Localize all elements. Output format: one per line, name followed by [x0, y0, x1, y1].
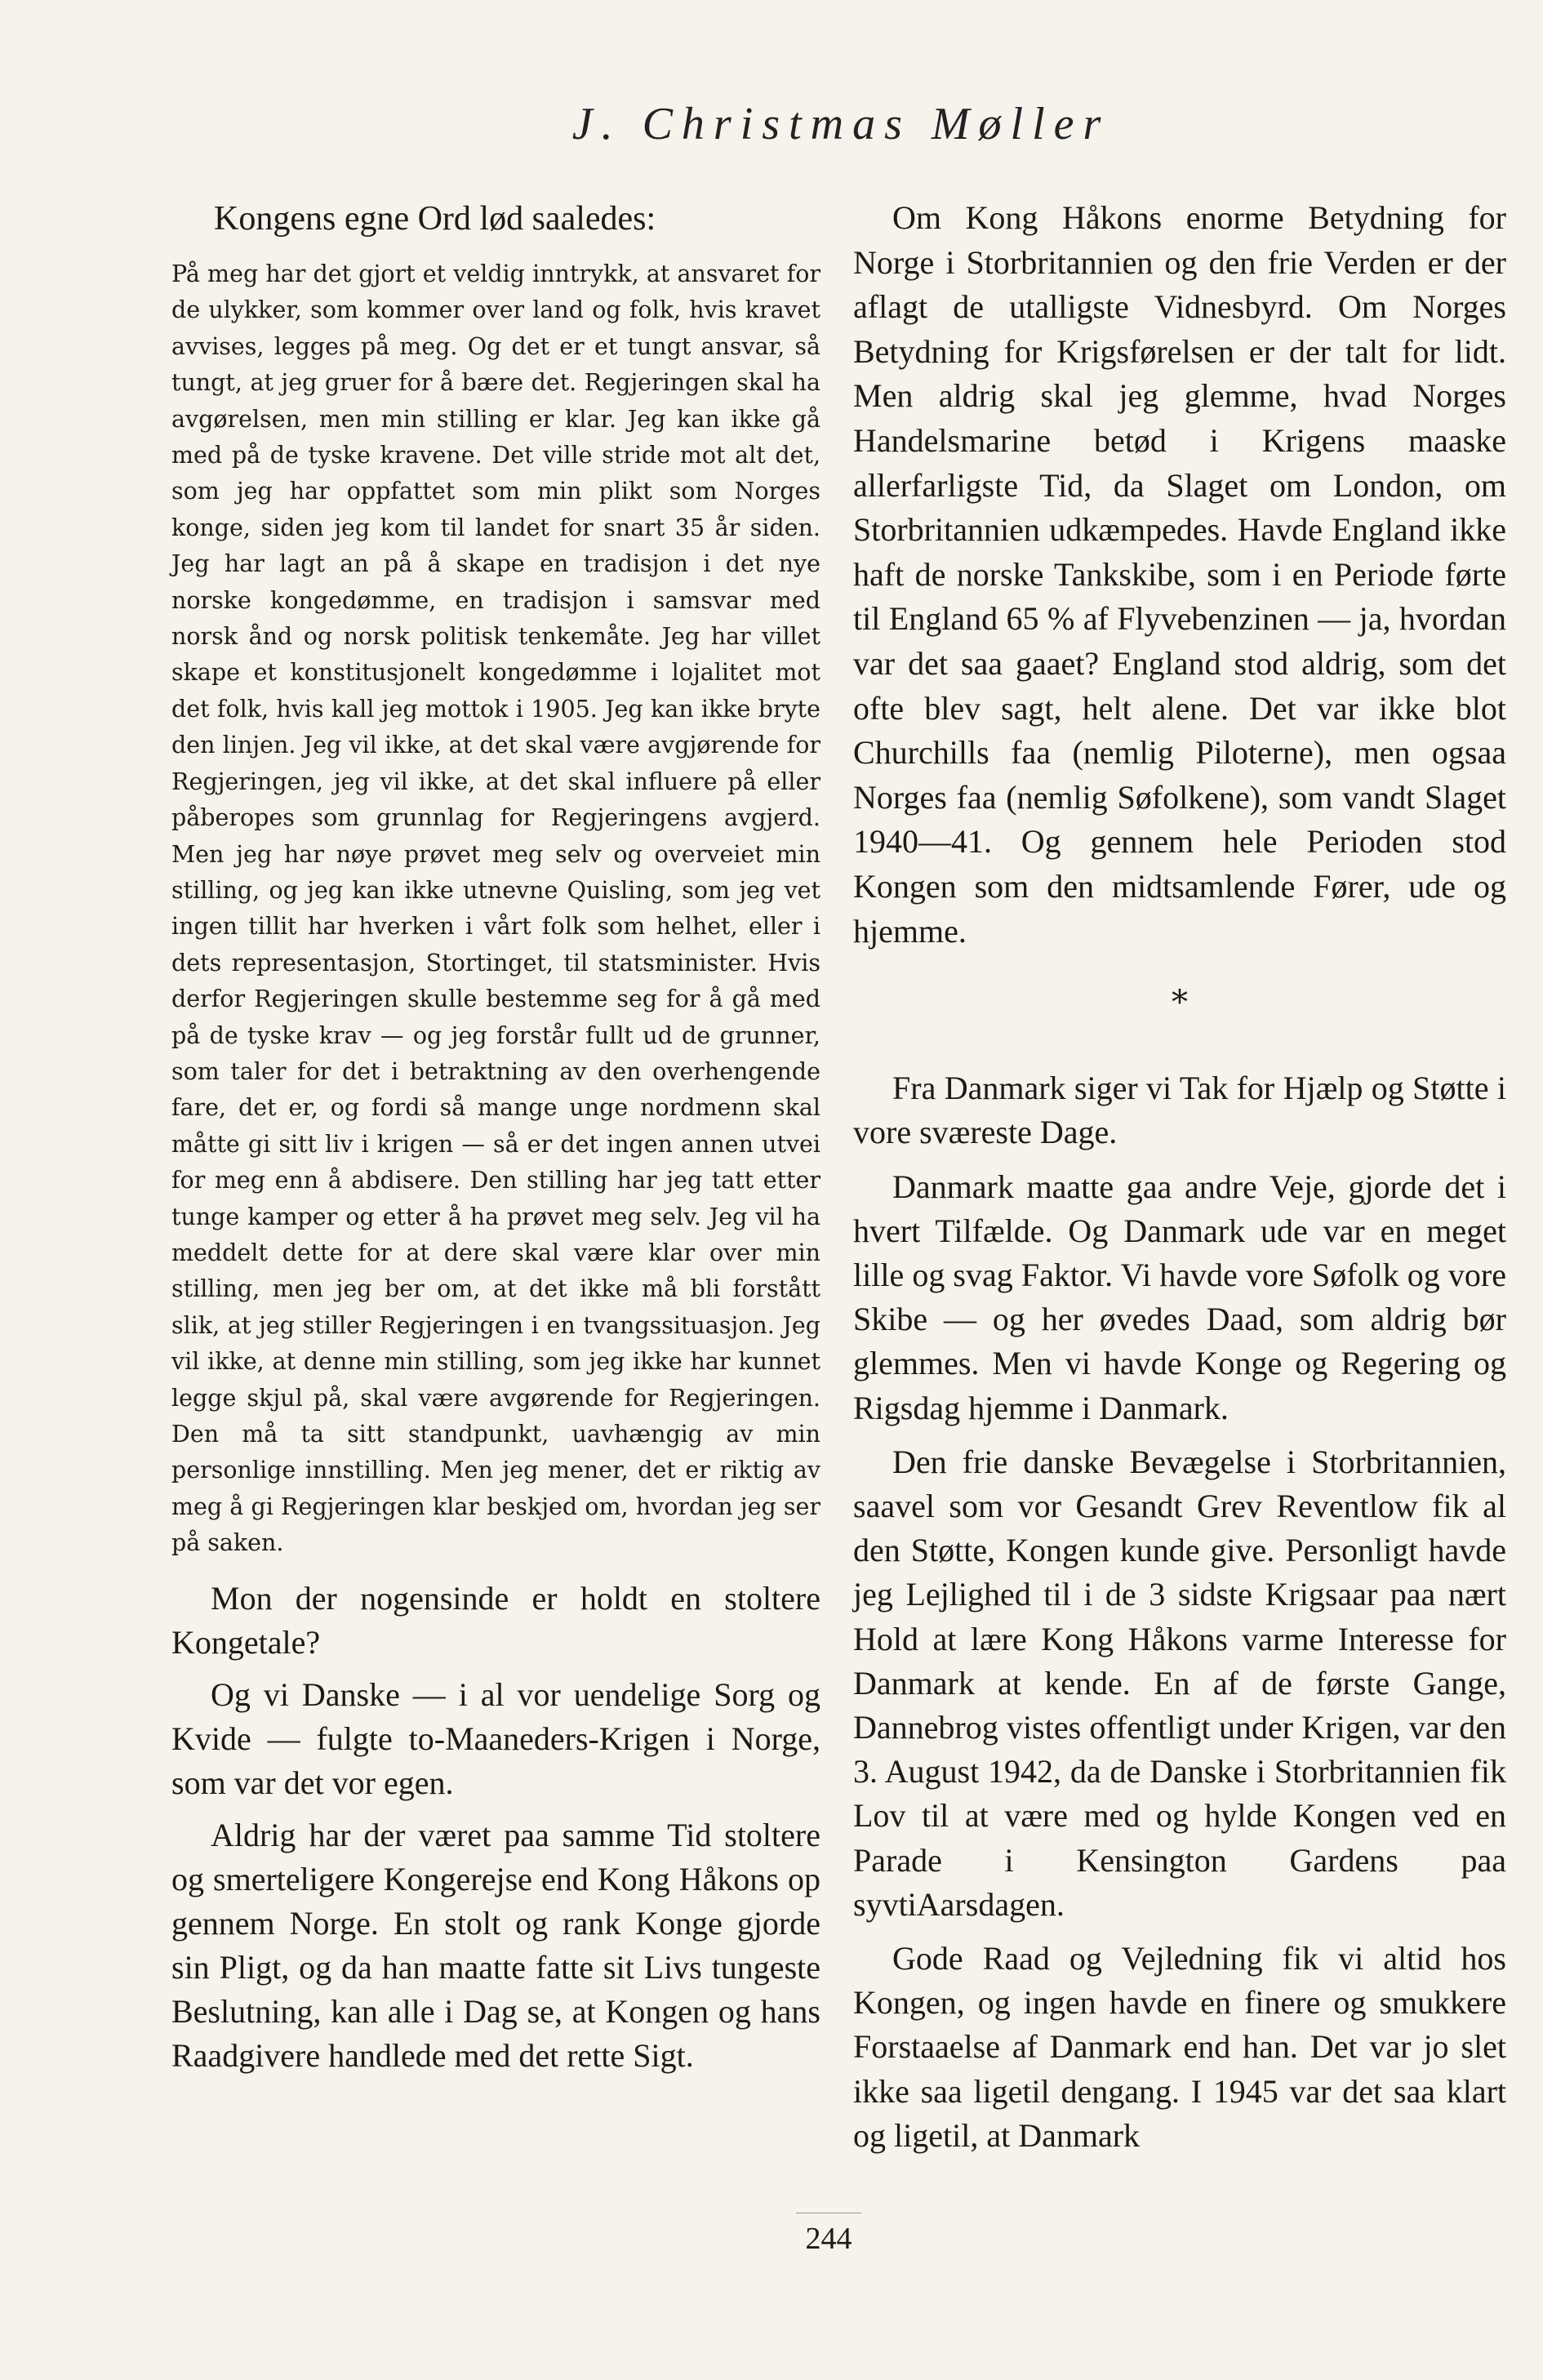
- body-paragraph: Fra Danmark siger vi Tak for Hjælp og Støtte i vore sværeste Dage.: [853, 1070, 1506, 1151]
- body-paragraph: Og vi Danske — i al vor uendelige Sorg og Kvide — fulgte to-Maaneders-Krigen i Norge, som var det vor egen.: [171, 1675, 820, 1801]
- body-paragraph: Mon der nogensinde er holdt en stoltere Kongetale?: [171, 1579, 820, 1661]
- royal-speech-quote: På meg har det gjort et veldig inntrykk, at ansvaret for de ulykker, som kommer over land og folk, hvis kravet avvises, legges på meg. Og det er et tungt ansvar, så tungt, at jeg gruer for å bære det. Regjeringen skal ha avgørelsen, men min stilling er klar. Jeg kan ikke gå med på de tyske kravene. Det ville stride mot alt det, som jeg har oppfattet som min plikt som Norges konge, siden jeg kom til landet for snart 35 år siden. Jeg har lagt an på å skape en tradisjon i det nye norske kongedømme, en tradisjon i samsvar med norsk ånd og norsk politisk tenkemåte. Jeg har villet skape et konstitusjonelt kongedømme i lojalitet mot det folk, hvis kall jeg mottok i 1905. Jeg kan ikke bryte den linjen. Jeg vil ikke, at det skal være avgjørende for Regjeringen, jeg vil ikke, at det skal influere på eller påberopes som grunnlag for Regjeringens avgjerd. Men jeg har nøye prøvet meg selv og overveiet min stilling, og jeg kan ikke utnevne Quisling, som jeg vet ingen tillit har hverken i vårt folk som helhet, eller i dets representasjon, Stortinget, til statsminister. Hvis derfor Regjeringen skulle bestemme seg for å gå med på de tyske krav — og jeg forstår fullt ud de grunner, som taler for det i betraktning av den overhengende fare, det er, og fordi så mange unge nordmenn skal måtte gi sitt liv i krigen — så er det ingen annen utvei for meg enn å abdisere. Den stilling har jeg tatt etter tunge kamper og etter å ha prøvet meg selv. Jeg vil ha meddelt dette for at dere skal være klar over min stilling, men jeg ber om, at det ikke må bli forstått slik, at jeg stiller Regjeringen i en tvangssituasjon. Jeg vil ikke, at denne min stilling, som jeg ikke har kunnet legge skjul på, skal være avgørende for Regjeringen. Den må ta sitt standpunkt, uavhængig av min personlige innstilling. Men jeg mener, det er riktig av meg å gi Regjeringen klar beskjed om, hvordan jeg ser på saken.: [171, 260, 820, 1557]
- body-paragraph: Aldrig har der været paa samme Tid stoltere og smerteligere Kongerejse end Kong Håkons op gennem Norge. En stolt og rank Konge gjorde sin Pligt, og da han maatte fatte sit Livs tungeste Beslutning, kan alle i Dag se, at Kongen og hans Raadgivere handlede med det rette Sigt.: [171, 1816, 820, 2074]
- quote-introduction: Kongens egne Ord lød saaledes:: [214, 200, 656, 238]
- section-separator: *: [1172, 984, 1188, 1022]
- right-column: [853, 196, 1506, 2158]
- body-paragraph: Gode Raad og Vejledning fik vi altid hos Kongen, og ingen havde en finere og smukkere Forstaaelse af Danmark end han. Det var jo slet ikke saa ligetil dengang. I 1945 var det saa klart og ligetil, at Danmark: [853, 1939, 1506, 2154]
- page-number: 244: [805, 2222, 852, 2256]
- body-paragraph: Danmark maatte gaa andre Veje, gjorde det i hvert Tilfælde. Og Danmark ude var en meget lille og svag Faktor. Vi havde vore Søfolk og vore Skibe — og her øvedes Daad, som aldrig bør glemmes. Men vi havde Konge og Regering og Rigsdag hjemme i Danmark.: [853, 1168, 1506, 1426]
- body-paragraph: Den frie danske Bevægelse i Storbritannien, saavel som vor Gesandt Grev Reventlow fik al den Støtte, Kongen kunde give. Personligt havde jeg Lejlighed til i de 3 sidste Krigsaar paa nært Hold at lære Kong Håkons varme Interesse for Danmark at kende. En af de første Gange, Dannebrog vistes offentligt under Krigen, var den 3. August 1942, da de Danske i Storbritannien fik Lov til at være med og hylde Kongen ved en Parade i Kensington Gardens paa syvtiAarsdagen.: [853, 1443, 1506, 1923]
- body-paragraph: Om Kong Håkons enorme Betydning for Norge i Storbritannien og den frie Verden er der aflagt de utalligste Vidnesbyrd. Om Norges Betydning for Krigsførelsen er der talt for lidt. Men aldrig skal jeg glemme, hvad Norges Handelsmarine betød i Krigens maaske allerfarligste Tid, da Slaget om London, om Storbritannien udkæmpedes. Havde England ikke haft de norske Tankskibe, som i en Periode førte til England 65 % af Flyvebenzinen — ja, hvordan var det saa gaaet? England stod aldrig, som det ofte blev sagt, helt alene. Det var ikke blot Churchills faa (nemlig Piloterne), men ogsaa Norges faa (nemlig Søfolkene), som vandt Slaget 1940—41. Og gennem hele Perioden stod Kongen som den midtsamlende Fører, ude og hjemme.: [853, 199, 1506, 950]
- running-title: J. Christmas Møller: [571, 99, 1110, 149]
- left-column: [171, 196, 820, 2078]
